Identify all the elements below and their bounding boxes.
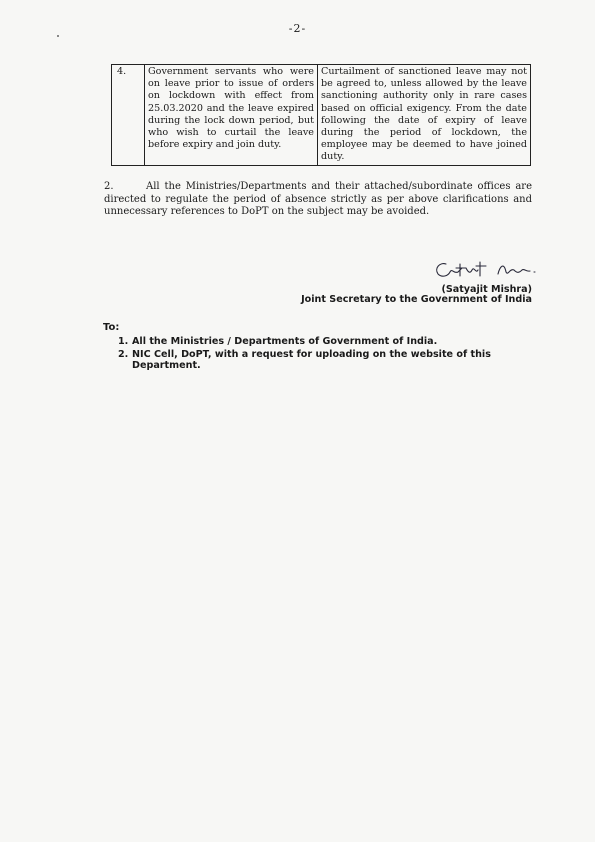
- page-number: -2-: [288, 22, 307, 35]
- list-item-number: 1.: [118, 336, 129, 347]
- issue-cell: Government servants who were on leave prior to issue of orders on lockdown with effect from 25.03.2020 and the leave expired during the lock down period, but who wish to curtail the leave before expiry and join duty.: [145, 65, 318, 166]
- table-row: [112, 65, 531, 166]
- directive-paragraph: [104, 181, 532, 219]
- paragraph-text: All the Ministries/Departments and their attached/subordinate offices are directed to regulate the period of absence strictly as per above clarifications and unnecessary references to DoPT on the subject may be avoided.: [104, 181, 532, 217]
- list-item-text: All the Ministries / Departments of Government of India.: [132, 336, 438, 347]
- paragraph-number: 2.: [104, 181, 114, 192]
- signatory-designation: Joint Secretary to the Government of India: [301, 294, 532, 305]
- list-item: [118, 349, 530, 372]
- to-label: To:: [103, 322, 120, 333]
- list-item-text: NIC Cell, DoPT, with a request for uploading on the website of this Department.: [132, 348, 491, 371]
- signatory-name: (Satyajit Mishra): [441, 284, 532, 295]
- margin-dot: [57, 35, 59, 37]
- clarification-cell: Curtailment of sanctioned leave may not be agreed to, unless allowed by the leave sanctioning authority only in rare cases based on official exigency. From the date following the date of expiry of leave during the period of lockdown, the employee may be deemed to have joined duty.: [318, 65, 531, 166]
- list-item: [118, 336, 530, 348]
- handwritten-signature: [432, 256, 542, 284]
- recipient-list: [118, 336, 530, 373]
- clarification-table: [111, 64, 531, 166]
- serial-number-cell: 4.: [112, 65, 145, 166]
- list-item-number: 2.: [118, 348, 129, 360]
